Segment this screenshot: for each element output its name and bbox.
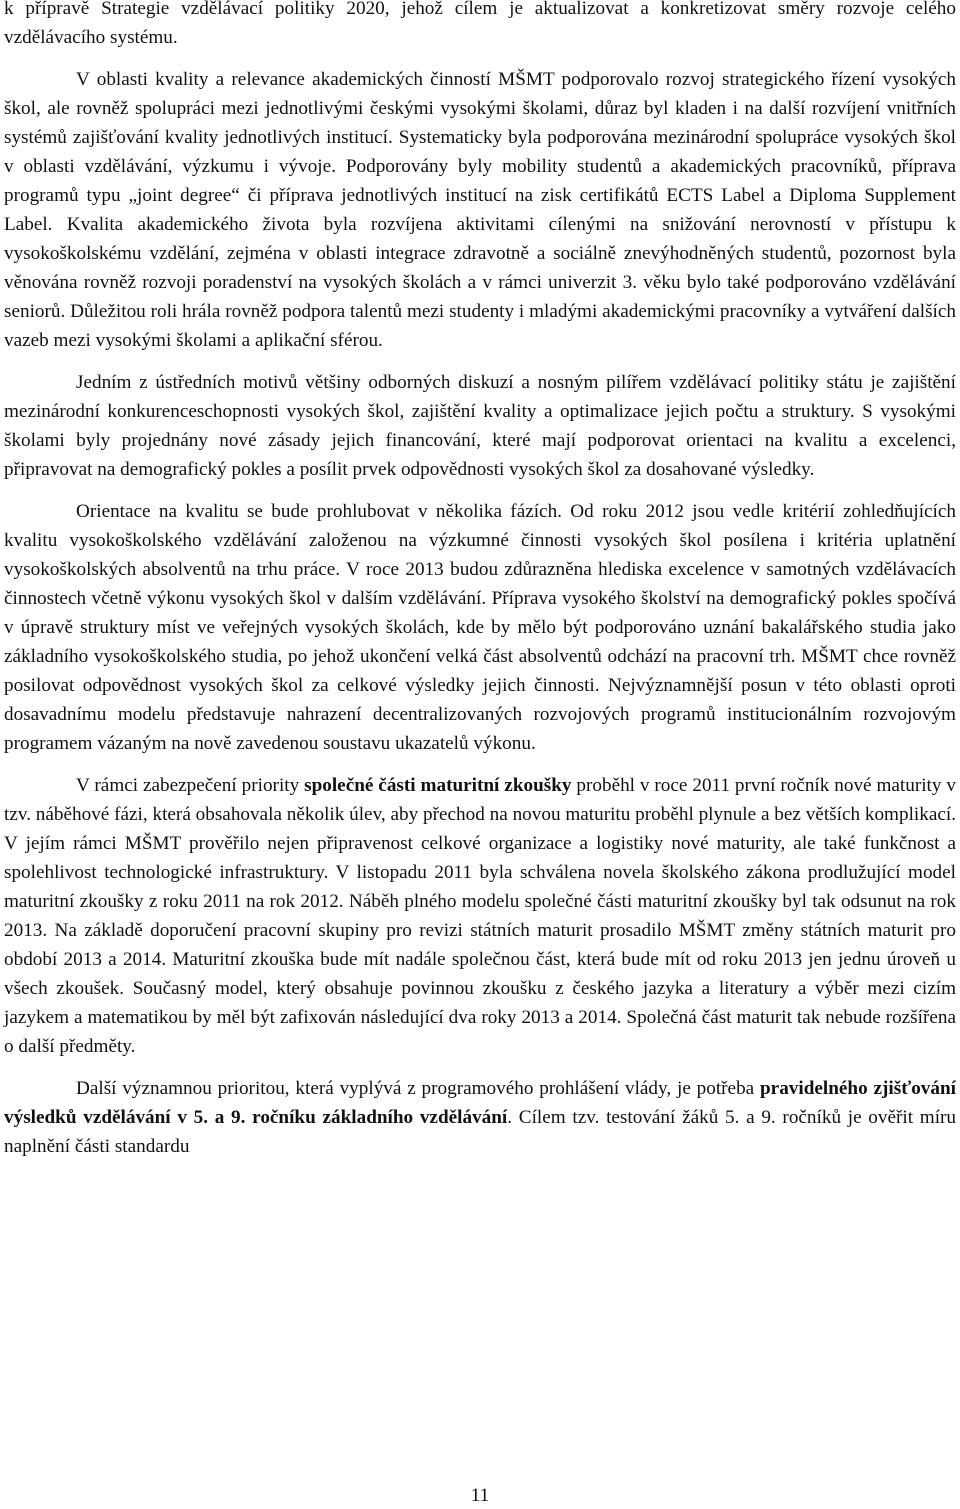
document-page — [4, 0, 956, 1174]
emphasis-text: společné části maturitní zkoušky — [304, 775, 572, 796]
paragraph-text: V oblasti kvality a relevance akademických činností MŠMT podporovalo rozvoj strategického řízení vysokých škol, ale rovněž spolupráci mezi jednotlivými českými vysokými školami, důraz byl kladen i na další rozvíjení vnitřních systémů zajišťování kvality jednotlivých institucí. Systematicky byla podporována mezinárodní spolupráce vysokých škol v oblasti vzdělávání, výzkumu i vývoje. Podporovány byly mobility studentů a akademických pracovníků, příprava programů typu „joint degree“ či příprava jednotlivých institucí na zisk certifikátů ECTS Label a Diploma Supplement Label. Kvalita akademického života byla rozvíjena aktivitami cílenými na snižování nerovností v přístupu k vysokoškolskému vzdělání, zejména v oblasti integrace zdravotně a sociálně znevýhodněných studentů, pozornost byla věnována rovněž rozvoji poradenství na vysokých školách a v rámci univerzit 3. věku bylo také podporováno vzdělávání seniorů. Důležitou roli hrála rovněž podpora talentů mezi studenty i mladými akademickými pracovníky a vytváření dalších vazeb mezi vysokými školami a aplikační sférou. — [4, 69, 956, 351]
paragraph-text: k přípravě Strategie vzdělávací politiky 2020, jehož cílem je aktualizovat a konkretizovat směry rozvoje celého vzdělávacího systému. — [4, 0, 956, 48]
page-number: 11 — [470, 1485, 490, 1506]
paragraph-text: V rámci zabezpečení priority — [76, 775, 305, 796]
paragraph-2 — [4, 65, 956, 355]
paragraph-text: Další významnou prioritou, která vyplývá z programového prohlášení vlády, je potřeba — [76, 1078, 761, 1099]
body-text — [4, 0, 956, 1161]
paragraph-5 — [4, 771, 956, 1061]
paragraph-text: . Cílem tzv. testování žáků 5. a 9. ročníků je ověřit míru naplnění části standardu — [4, 1107, 957, 1157]
paragraph-1 — [4, 0, 956, 52]
paragraph-text: proběhl v roce 2011 první ročník nové maturity v tzv. náběhové fázi, která obsahovala několik úlev, aby přechod na novou maturitu proběhl plynule a bez větších komplikací. V jejím rámci MŠMT prověřilo nejen připravenost celkové organizace a logistiky nové maturity, ale také funkčnost a spolehlivost technologické infrastruktury. V listopadu 2011 byla schválena novela školského zákona prodlužující model maturitní zkoušky z roku 2011 na rok 2012. Náběh plného modelu společné části maturitní zkoušky byl tak odsunut na rok 2013. Na základě doporučení pracovní skupiny pro revizi státních maturit prosadilo MŠMT změny státních maturit pro období 2013 a 2014. Maturitní zkouška bude mít nadále společnou část, která bude mít od roku 2013 jen jednu úroveň u všech zkoušek. Současný model, který obsahuje povinnou zkoušku z českého jazyka a literatury a výběr mezi cizím jazykem a matematikou by měl být zafixován následující dva roky 2013 a 2014. Společná část maturit tak nebude rozšířena o další předměty. — [4, 775, 956, 1057]
paragraph-4 — [4, 497, 956, 758]
paragraph-text: Orientace na kvalitu se bude prohlubovat v několika fázích. Od roku 2012 jsou vedle kritérií zohledňujících kvalitu vysokoškolského vzdělávání založenou na výzkumné činnosti vysokých škol posílena i kritéria uplatnění vysokoškolských absolventů na trhu práce. V roce 2013 budou zdůrazněna hlediska excelence v samotných vzdělávacích činnostech včetně výkonu vysokých škol v dalším vzdělávání. Příprava vysokého školství na demografický pokles spočívá v úpravě struktury míst ve veřejných vysokých školách, kde by mělo být podporováno uznání bakalářského studia jako základního vysokoškolského studia, po jehož ukončení velká část absolventů odchází na pracovní trh. MŠMT chce rovněž posilovat odpovědnost vysokých škol za celkové výsledky jejich činnosti. Nejvýznamnější posun v této oblasti oproti dosavadnímu modelu představuje nahrazení decentralizovaných rozvojových programů institucionálním rozvojovým programem vázaným na nově zavedenou soustavu ukazatelů výkonu. — [4, 501, 956, 754]
emphasis-text: pravidelného zjišťování výsledků vzdělávání v 5. a 9. ročníku základního vzdělávání — [4, 1078, 956, 1128]
paragraph-3 — [4, 368, 956, 484]
paragraph-text: Jedním z ústředních motivů většiny odborných diskuzí a nosným pilířem vzdělávací politiky státu je zajištění mezinárodní konkurenceschopnosti vysokých škol, zajištění kvality a optimalizace jejich počtu a struktury. S vysokými školami byly projednány nové zásady jejich financování, které mají podporovat orientaci na kvalitu a excelenci, připravovat na demografický pokles a posílit prvek odpovědnosti vysokých škol za dosahované výsledky. — [4, 372, 956, 480]
paragraph-6 — [4, 1074, 956, 1161]
